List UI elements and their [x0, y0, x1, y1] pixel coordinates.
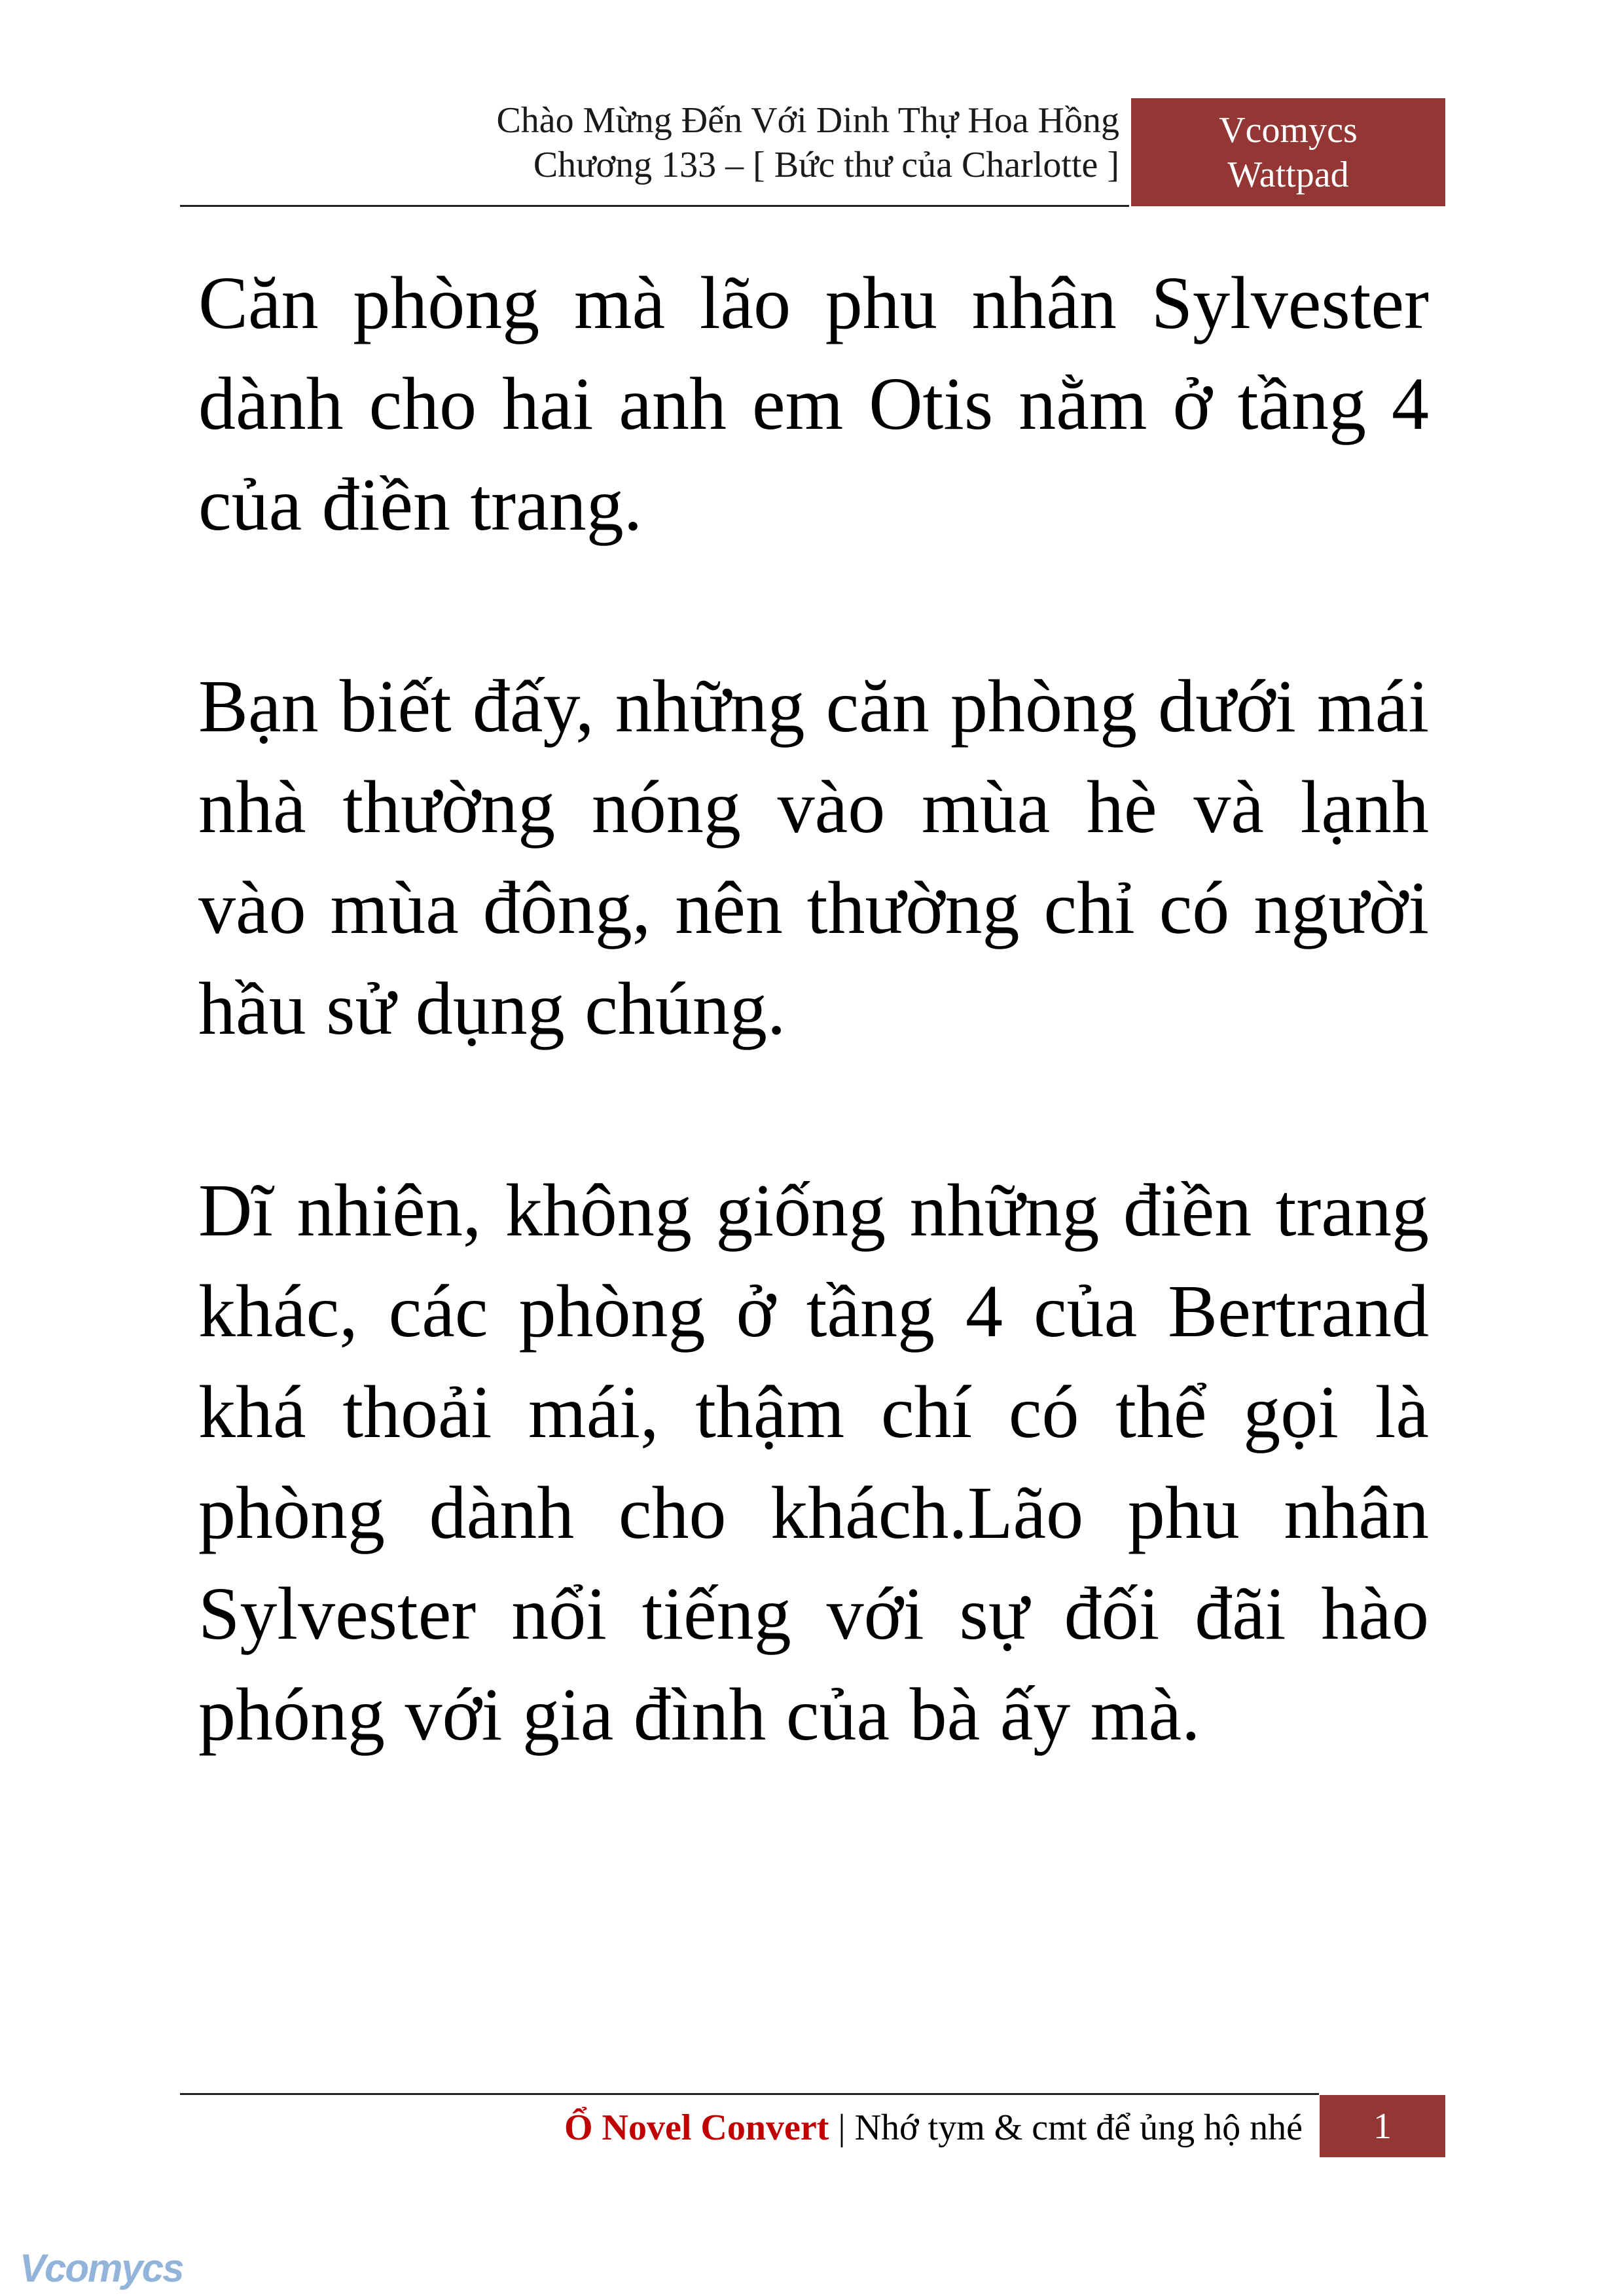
source-badge — [1131, 98, 1445, 206]
chapter-body — [198, 253, 1429, 1866]
chapter-title: Chương 133 – [ Bức thư của Charlotte ] — [533, 145, 1119, 185]
source-badge-line1: Vcomycs — [1219, 109, 1358, 151]
footer-brand: Ổ Novel Convert — [564, 2107, 829, 2148]
footer-separator: | — [838, 2107, 846, 2148]
header-divider — [180, 205, 1129, 207]
book-title: Chào Mừng Đến Với Dinh Thự Hoa Hồng — [496, 100, 1119, 141]
running-header — [183, 98, 1119, 187]
paragraph-1: Căn phòng mà lão phu nhân Sylvester dành cho hai anh em Otis nằm ở tầng 4 của điền trang. — [198, 261, 1429, 546]
running-footer — [183, 2103, 1303, 2153]
paragraph-3: Dĩ nhiên, không giống những điền trang khác, các phòng ở tầng 4 của Bertrand khá thoải mái, thậm chí có thể gọi là phòng dành cho khách.Lão phu nhân Sylvester nổi tiếng với sự đối đãi hào phóng với gia đình của bà ấy mà. — [198, 1169, 1429, 1756]
footer-note: Nhớ tym & cmt để ủng hộ nhé — [854, 2107, 1303, 2148]
watermark-logo: Vcomycs — [20, 2246, 183, 2290]
page-number: 1 — [1320, 2095, 1445, 2157]
paragraph-2: Bạn biết đấy, những căn phòng dưới mái nhà thường nóng vào mùa hè và lạnh vào mùa đông, nên thường chỉ có người hầu sử dụng chúng. — [198, 665, 1429, 1050]
source-badge-line2: Wattpad — [1227, 154, 1349, 195]
footer-divider — [180, 2093, 1319, 2095]
